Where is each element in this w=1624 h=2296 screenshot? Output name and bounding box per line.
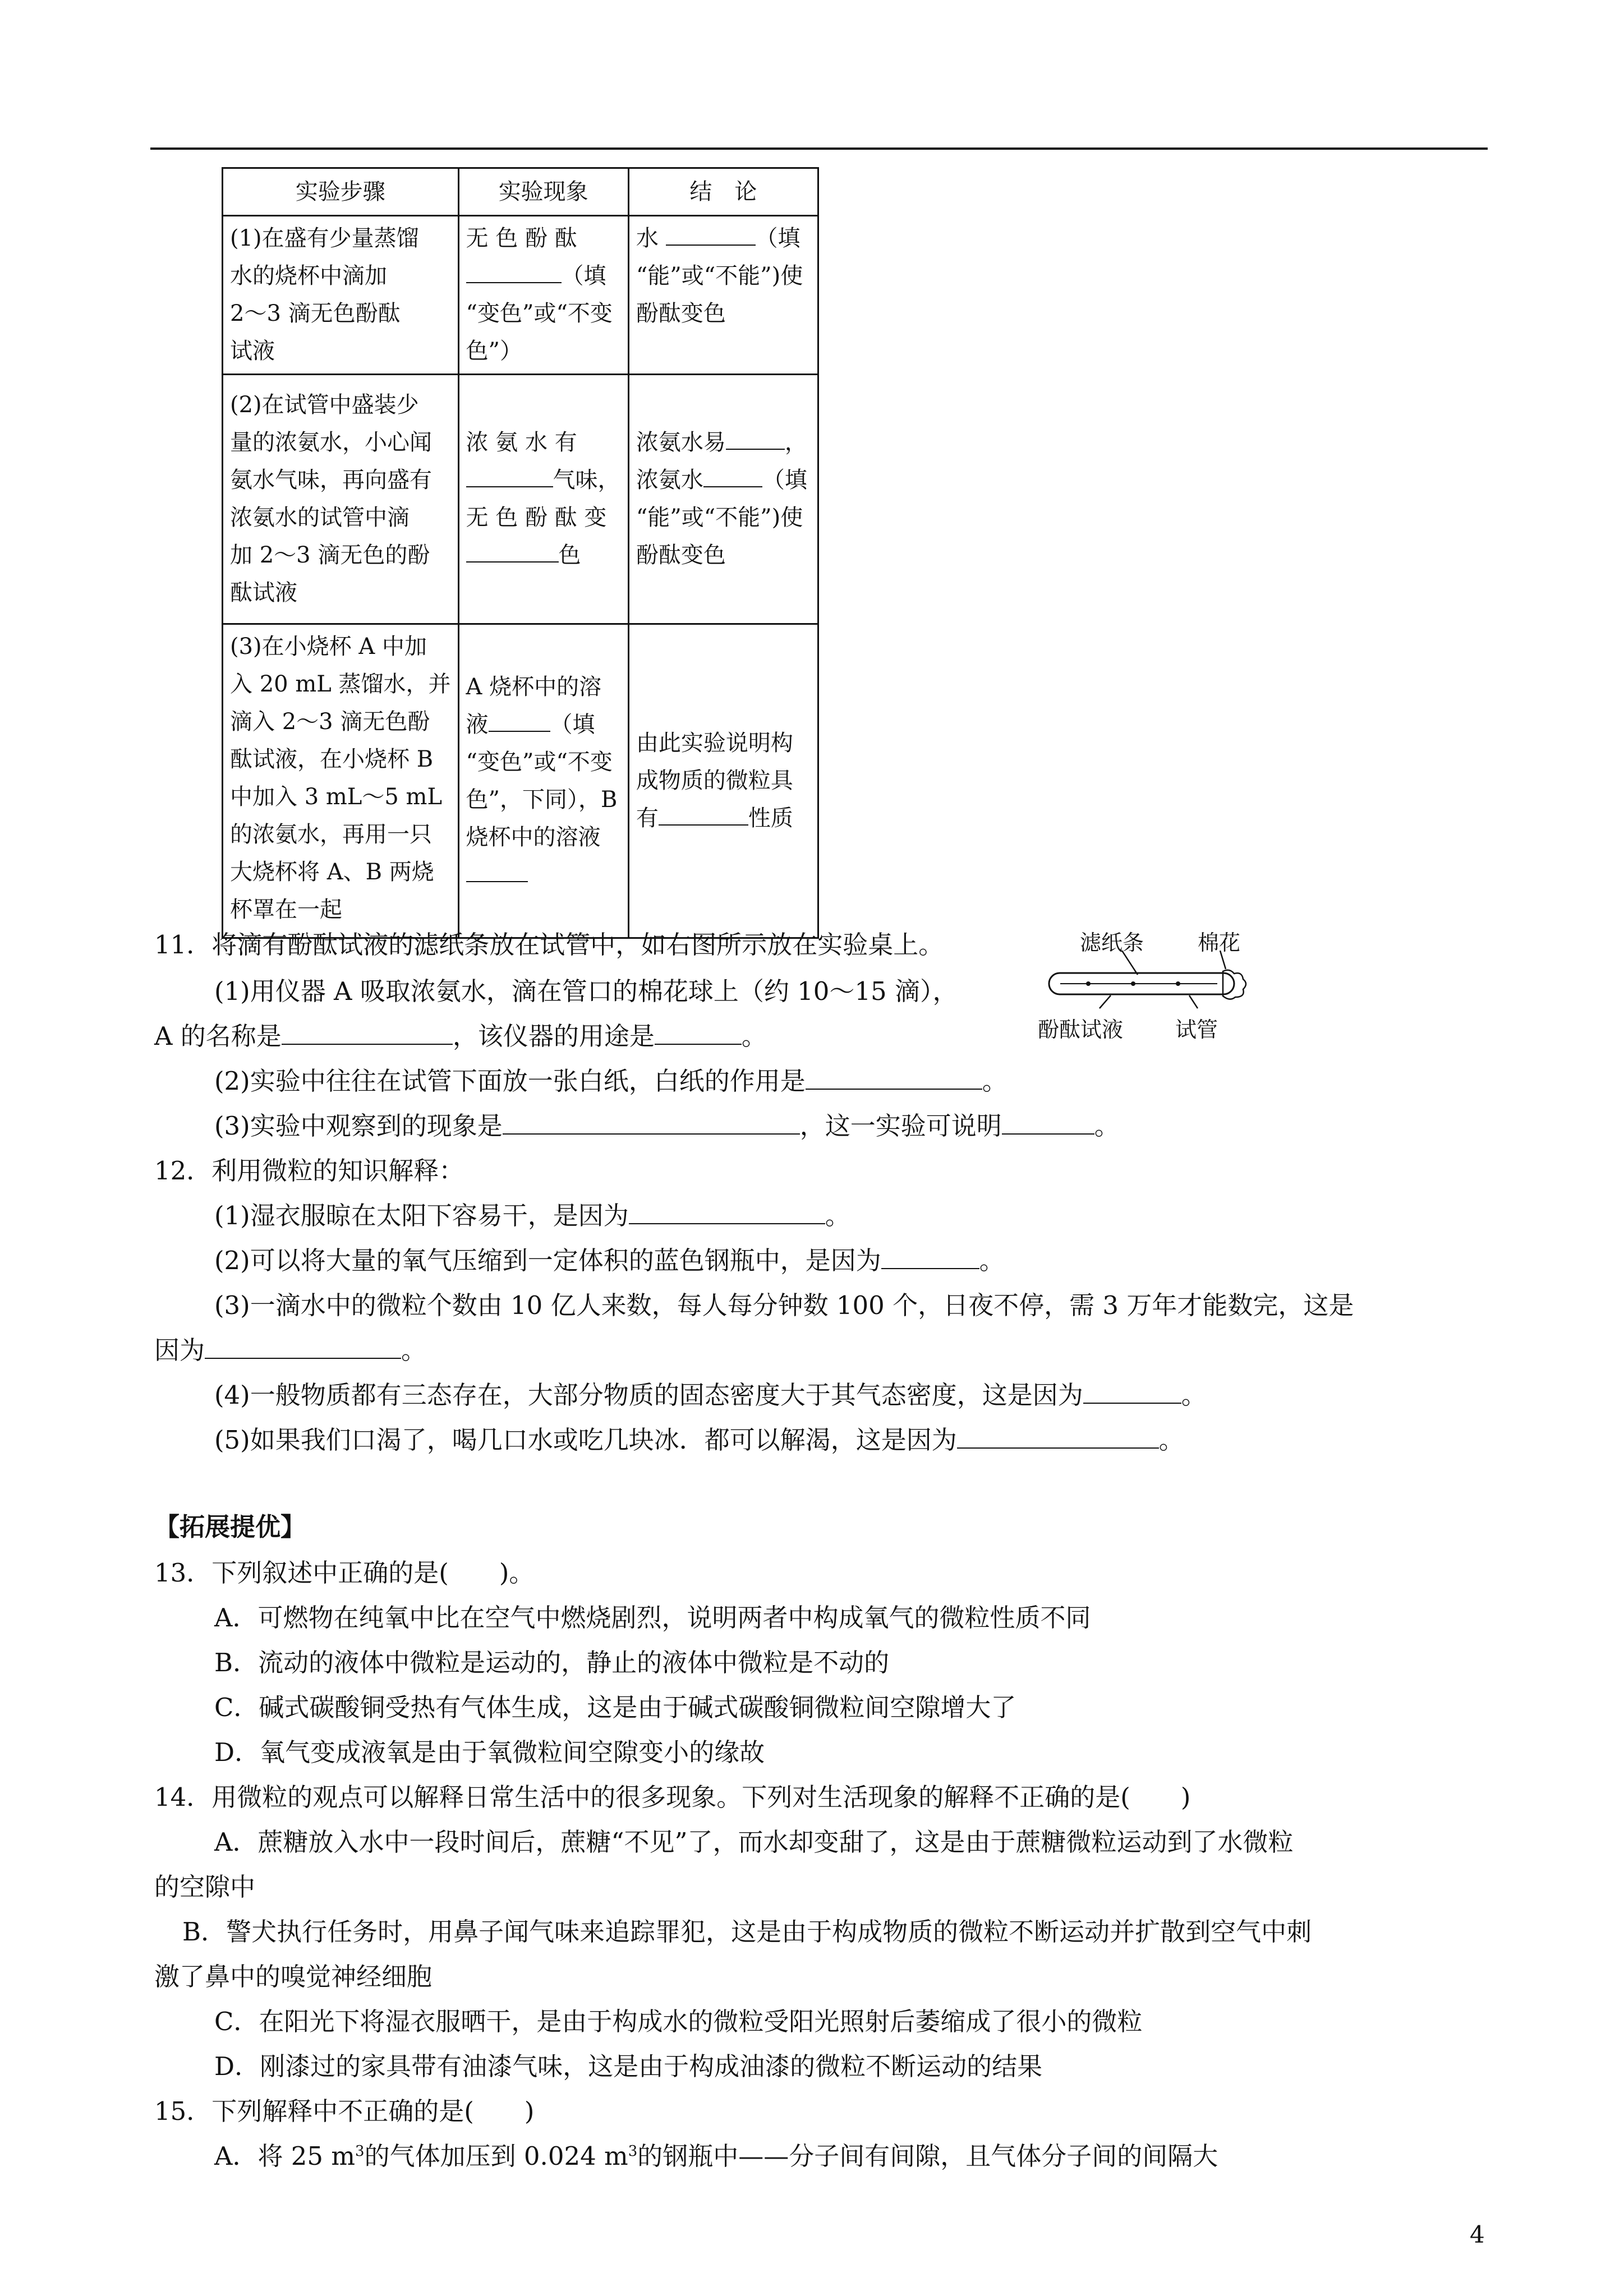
question-text: 。: [825, 1201, 850, 1230]
question-text: (2)可以将大量的氧气压缩到一定体积的蓝色钢瓶中，是因为: [214, 1246, 881, 1275]
answer-blank[interactable]: [659, 824, 748, 826]
conclusion-cell: [628, 216, 818, 375]
q13-option-a: A．可燃物在纯氧中比在空气中燃烧剧烈，说明两者中构成氧气的微粒性质不同: [214, 1603, 1091, 1633]
q15-option-a: [214, 2143, 1218, 2169]
cell-text: （填: [762, 467, 807, 493]
step-cell: [223, 375, 459, 624]
cell-text: 酚酞变色: [636, 301, 726, 326]
q12-stem: 12．利用微粒的知识解释：: [154, 1156, 464, 1186]
cell-text: 气味，: [553, 467, 620, 493]
question-text: 。: [979, 1246, 1005, 1275]
q15-stem: 15．下列解释中不正确的是( ): [154, 2096, 535, 2126]
phenomenon-cell: [458, 216, 628, 375]
answer-blank[interactable]: [629, 1223, 825, 1224]
experiment-table: [222, 167, 819, 939]
answer-blank[interactable]: [466, 561, 559, 563]
conclusion-cell: [628, 375, 818, 624]
question-text: A 的名称是: [154, 1021, 282, 1051]
q14-option-b-line2: 激了鼻中的嗅觉神经细胞: [154, 1962, 433, 1991]
q14-option-a-line1: A．蔗糖放入水中一段时间后，蔗糖“不见”了，而水却变甜了，这是由于蔗糖微粒运动到了水微粒: [214, 1827, 1294, 1857]
question-text: (3)实验中观察到的现象是: [214, 1111, 503, 1141]
page-number: 4: [1470, 2221, 1485, 2248]
question-text: 。: [401, 1335, 427, 1365]
q14-option-a-line2: 的空隙中: [154, 1872, 256, 1902]
cell-text: 酞试液: [230, 580, 297, 606]
cell-text: 量的浓氨水，小心闻: [230, 430, 432, 455]
q13-stem: 13．下列叙述中正确的是( )。: [154, 1558, 535, 1588]
answer-blank[interactable]: [1083, 1403, 1181, 1404]
cell-text: 无 色 酚 酞: [466, 225, 577, 251]
cell-text: 色: [558, 542, 581, 568]
cell-text: 有: [636, 805, 659, 831]
answer-blank[interactable]: [466, 486, 553, 487]
answer-blank[interactable]: [205, 1358, 401, 1359]
q14-option-b-line1: B．警犬执行任务时，用鼻子闻气味来追踪罪犯，这是由于构成物质的微粒不断运动并扩散到空气中刺: [182, 1917, 1312, 1947]
cell-text: A 烧杯中的溶: [466, 674, 602, 700]
q13-option-d: D．氧气变成液氧是由于氧微粒间空隙变小的缘故: [214, 1737, 765, 1767]
question-text: A．将 25 m: [214, 2141, 356, 2171]
q11-part2: [214, 1068, 1007, 1094]
question-text: 。: [1094, 1111, 1120, 1141]
test-tube-figure: [1038, 925, 1285, 1043]
cell-text: 酚酞变色: [636, 542, 726, 568]
answer-blank[interactable]: [489, 731, 550, 732]
cell-text: 浓氨水易: [636, 430, 726, 455]
cell-text: 色”，下同），B: [466, 786, 618, 813]
cell-text: “能”或“不能”)使: [636, 263, 803, 289]
table-row: [223, 624, 818, 938]
question-text: ，该仪器的用途是: [452, 1021, 655, 1051]
answer-blank[interactable]: [881, 1268, 979, 1269]
answer-blank[interactable]: [282, 1044, 453, 1045]
cell-text: 中加入 3 mL～5 mL: [230, 784, 443, 810]
cell-text: 色”）: [466, 338, 522, 364]
cell-text: 浓氨水的试管中滴: [230, 505, 410, 531]
figure-label-phenolphthalein: 酚酞试液: [1038, 1017, 1124, 1042]
q14-stem: 14．用微粒的观点可以解释日常生活中的很多现象。下列对生活现象的解释不正确的是( ): [154, 1782, 1191, 1812]
cell-text: （填: [550, 711, 595, 737]
header-step: 实验步骤: [223, 168, 459, 216]
q13-option-c: C．碱式碳酸铜受热有气体生成，这是由于碱式碳酸铜微粒间空隙增大了: [214, 1693, 1016, 1722]
cell-text: 无 色 酚 酞 变: [466, 505, 607, 531]
question-text: (5)如果我们口渴了，喝几口水或吃几块冰．都可以解渴，这是因为: [214, 1425, 957, 1455]
cell-text: 的浓氨水，再用一只: [230, 822, 432, 847]
phenomenon-cell: [458, 375, 628, 624]
cell-text: 氨水气味，再向盛有: [230, 467, 432, 493]
cell-text: 由此实验说明构: [636, 730, 793, 756]
question-text: 。: [741, 1021, 767, 1051]
question-text: 因为: [154, 1335, 205, 1365]
cell-text: ，: [784, 430, 807, 455]
table-row: [223, 375, 818, 624]
cell-text: 液: [466, 711, 489, 737]
cell-text: 浓 氨 水 有: [466, 430, 577, 455]
answer-blank[interactable]: [806, 1089, 982, 1090]
cell-text: 水: [636, 225, 659, 251]
answer-blank[interactable]: [1002, 1133, 1094, 1135]
cell-text: 加 2～3 滴无色的酚: [230, 542, 430, 568]
answer-blank[interactable]: [726, 449, 785, 450]
step-cell: [223, 216, 459, 375]
question-text: (2)实验中往往在试管下面放一张白纸，白纸的作用是: [214, 1066, 806, 1096]
table-row: [223, 216, 818, 375]
q13-option-b: B．流动的液体中微粒是运动的，静止的液体中微粒是不动的: [214, 1648, 890, 1677]
cell-text: 试液: [230, 338, 275, 364]
cell-text: “变色”或“不变: [466, 301, 613, 326]
header-rule: [150, 147, 1488, 150]
answer-blank[interactable]: [466, 282, 562, 283]
cell-text: 滴入 2～3 滴无色酚: [230, 709, 430, 735]
figure-label-filter-strip: 滤纸条: [1080, 930, 1144, 955]
answer-blank[interactable]: [703, 486, 762, 487]
step-cell: [223, 624, 459, 938]
q12-part5: [214, 1427, 1184, 1453]
section-title: 【拓展提优】: [154, 1512, 306, 1542]
answer-blank[interactable]: [503, 1133, 800, 1135]
cell-text: （填: [561, 263, 606, 289]
table-header-row: [223, 168, 818, 216]
q14-option-d: D．刚漆过的家具带有油漆气味，这是由于构成油漆的微粒不断运动的结果: [214, 2051, 1043, 2081]
question-text: 。: [982, 1066, 1007, 1096]
cell-text: “能”或“不能”)使: [636, 505, 803, 531]
q12-part4: [214, 1382, 1207, 1408]
cell-text: “变色”或“不变: [466, 749, 613, 775]
q11-stem: 11．将滴有酚酞试液的滤纸条放在试管中，如右图所示放在实验桌上。: [154, 930, 944, 960]
cell-text: 烧杯中的溶液: [466, 824, 601, 850]
cell-text: (3)在小烧杯 A 中加: [230, 634, 427, 660]
question-text: 。: [1181, 1380, 1207, 1410]
q12-part2: [214, 1248, 1005, 1273]
q11-part1-line1: (1)用仪器 A 吸取浓氨水，滴在管口的棉花球上（约 10～15 滴），: [214, 976, 958, 1006]
q12-part3-line1: (3)一滴水中的微粒个数由 10 亿人来数，每人每分钟数 100 个，日夜不停，需 3 万年才能数完，这是: [214, 1290, 1354, 1320]
answer-blank[interactable]: [957, 1447, 1159, 1449]
q12-part1: [214, 1203, 850, 1228]
answer-blank[interactable]: [666, 245, 756, 246]
question-text: 的气体加压到 0.024 m: [364, 2141, 628, 2171]
q11-part3: [214, 1111, 1120, 1141]
question-text: 。: [1158, 1425, 1184, 1455]
q12-part3-line2: [154, 1335, 427, 1365]
conclusion-cell: [628, 624, 818, 938]
answer-blank[interactable]: [655, 1044, 742, 1045]
superscript: 3: [355, 2143, 365, 2160]
superscript: 3: [628, 2143, 638, 2160]
cell-text: (2)在试管中盛装少: [230, 392, 419, 418]
q11-part1-line2: [154, 1023, 767, 1049]
cell-text: 入 20 mL 蒸馏水，并: [230, 671, 451, 697]
header-conclusion: 结 论: [628, 168, 818, 216]
answer-blank[interactable]: [466, 881, 528, 882]
question-text: (4)一般物质都有三态存在，大部分物质的固态密度大于其气态密度，这是因为: [214, 1380, 1083, 1410]
cell-text: 浓氨水: [636, 467, 703, 493]
cell-text: 性质: [748, 805, 793, 831]
cell-text: 杯罩在一起: [230, 897, 342, 923]
header-phenomenon: 实验现象: [458, 168, 628, 216]
cell-text: （填: [755, 225, 801, 251]
cell-text: 酞试液，在小烧杯 B: [230, 746, 434, 772]
cell-text: (1)在盛有少量蒸馏: [230, 225, 419, 251]
question-text: ，这一实验可说明: [799, 1111, 1002, 1141]
cell-text: 大烧杯将 A、B 两烧: [230, 859, 434, 885]
question-text: 的钢瓶中——分子间有间隙，且气体分子间的间隔大: [637, 2141, 1218, 2171]
figure-label-cotton: 棉花: [1198, 930, 1241, 955]
question-text: (1)湿衣服晾在太阳下容易干，是因为: [214, 1201, 629, 1230]
cell-text: 成物质的微粒具: [636, 768, 793, 794]
figure-label-test-tube: 试管: [1175, 1017, 1218, 1042]
q14-option-c: C．在阳光下将湿衣服晒干，是由于构成水的微粒受阳光照射后萎缩成了很小的微粒: [214, 2007, 1143, 2036]
phenomenon-cell: [458, 624, 628, 938]
cell-text: 水的烧杯中滴加: [230, 263, 387, 289]
cell-text: 2～3 滴无色酚酞: [230, 301, 401, 326]
